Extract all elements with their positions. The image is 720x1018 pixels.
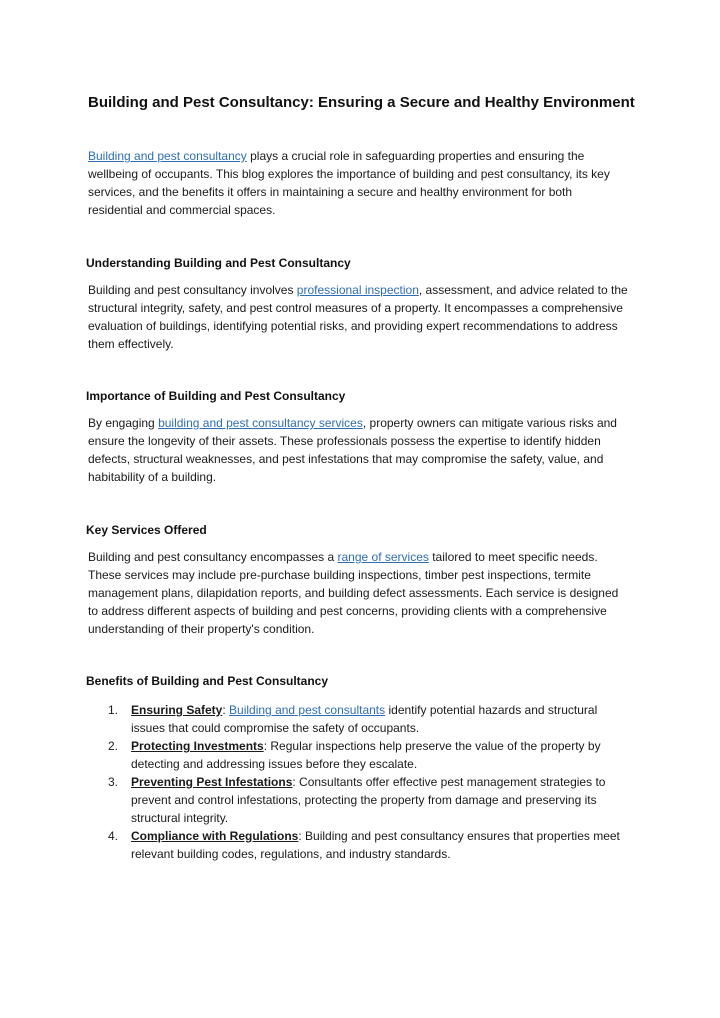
importance-paragraph xyxy=(88,414,628,486)
benefit-item-protecting-investments xyxy=(88,737,628,773)
benefit-text: Building and pest consultancy ensures that properties meet relevant building codes, regulations, and industry standards. xyxy=(131,829,620,861)
services-paragraph xyxy=(88,548,628,638)
importance-heading: Importance of Building and Pest Consultancy xyxy=(86,389,346,403)
benefit-text: Consultants offer effective pest management strategies to prevent and control infestations, protecting the property from damage and preserving its structural integrity. xyxy=(131,775,606,825)
understanding-heading: Understanding Building and Pest Consultancy xyxy=(86,256,351,270)
benefit-item-compliance-with-regulations xyxy=(88,827,628,863)
professional-inspection-link[interactable]: professional inspection xyxy=(296,283,419,297)
intro-text: plays a crucial role in safeguarding properties and ensuring the wellbeing of occupants. This blog explores the importance of building and pest consultancy, its key services, and the benefits it offers in maintaining a secure and healthy environment for both residential and commercial spaces. xyxy=(88,149,610,217)
list-number: 3. xyxy=(108,775,119,789)
list-number: 4. xyxy=(108,829,119,843)
range-of-services-link[interactable]: range of services xyxy=(337,550,429,564)
intro-link[interactable]: Building and pest consultancy xyxy=(88,149,247,163)
benefit-term: Preventing Pest Infestations xyxy=(131,775,293,789)
benefit-item-ensuring-safety xyxy=(88,701,628,737)
intro-paragraph xyxy=(88,147,628,219)
benefit-item-preventing-pest-infestations xyxy=(88,773,628,827)
pest-consultants-link[interactable]: Building and pest consultants xyxy=(229,703,386,717)
services-text-after: tailored to meet specific needs. These services may include pre-purchase building inspections, timber pest inspections, termite management plans, dilapidation reports, and building defect assessments. Each service is designed to address different aspects of building and pest concerns, providing clients with a comprehensive understanding of their property's condition. xyxy=(88,550,619,636)
benefit-term: Ensuring Safety xyxy=(131,703,223,717)
importance-text-before: By engaging xyxy=(88,416,159,430)
understanding-paragraph xyxy=(88,281,628,353)
understanding-text-before: Building and pest consultancy involves xyxy=(88,283,297,297)
understanding-text-after: , assessment, and advice related to the structural integrity, safety, and pest control measures of a property. It encompasses a comprehensive evaluation of buildings, identifying potential risks, and providing expert recommendations to address them effectively. xyxy=(88,283,628,351)
benefits-heading: Benefits of Building and Pest Consultancy xyxy=(86,674,329,688)
services-heading: Key Services Offered xyxy=(86,523,207,537)
benefit-separator: : xyxy=(263,739,271,753)
services-text-before: Building and pest consultancy encompasses a xyxy=(88,550,338,564)
list-number: 2. xyxy=(108,739,119,753)
consultancy-services-link[interactable]: building and pest consultancy services xyxy=(158,416,363,430)
benefit-text: identify potential hazards and structural issues that could compromise the safety of occupants. xyxy=(131,703,598,735)
benefits-list xyxy=(88,701,628,863)
page-title: Building and Pest Consultancy: Ensuring a Secure and Healthy Environment xyxy=(88,94,635,111)
importance-text-after: , property owners can mitigate various risks and ensure the longevity of their assets. These professionals possess the expertise to identify hidden defects, structural weaknesses, and pest infestations that may compromise the safety, value, and habitability of a building. xyxy=(88,416,617,484)
list-number: 1. xyxy=(108,703,119,717)
benefit-term: Compliance with Regulations xyxy=(131,829,299,843)
benefit-term: Protecting Investments xyxy=(131,739,264,753)
benefit-text: Regular inspections help preserve the value of the property by detecting and addressing issues before they escalate. xyxy=(131,739,601,771)
benefit-separator: : xyxy=(292,775,300,789)
benefit-separator: : xyxy=(298,829,306,843)
benefit-separator: : xyxy=(222,703,230,717)
